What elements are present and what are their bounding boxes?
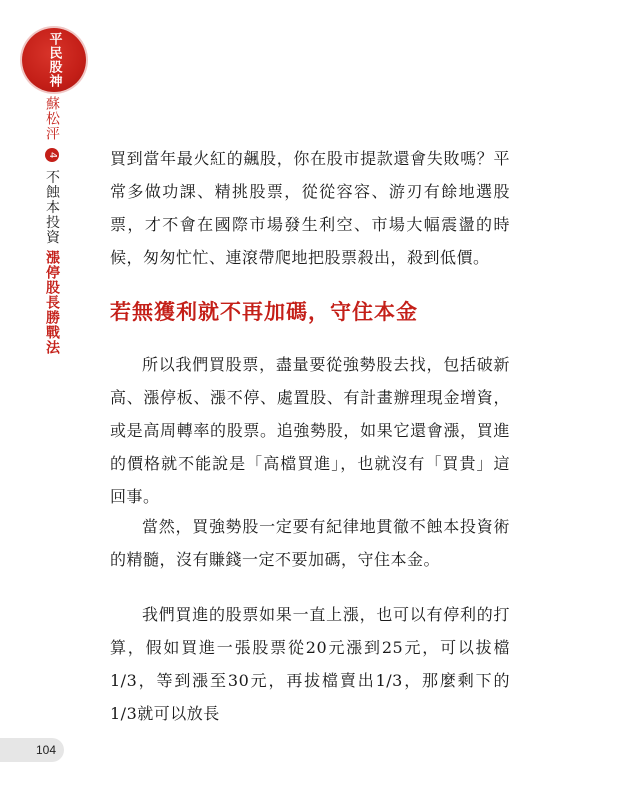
page-number-tab — [0, 738, 64, 762]
author-name: 蘇松泙 — [44, 96, 60, 141]
spine-title-line — [42, 250, 62, 355]
paragraph-4: 我們買進的股票如果一直上漲，也可以有停利的打算，假如買進一張股票從20元漲到25元，可以拔檔1/3，等到漲至30元，再拔檔賣出1/3，那麼剩下的1/3就可以放長 — [110, 605, 510, 723]
series-name: 不蝕本投資 — [44, 169, 60, 245]
spine-author-line — [42, 96, 62, 245]
seal-text: 平民股神 — [46, 32, 62, 88]
book-spine-title — [42, 96, 62, 355]
volume-badge: 4 — [45, 148, 59, 162]
paragraph-2: 所以我們買股票，盡量要從強勢股去找，包括破新高、漲停板、漲不停、處置股、有計畫辦理現金增資，或是高周轉率的股票。追強勢股，如果它還會漲，買進的價格就不能說是「高檔買進」，也就沒有「買貴」這回事。 — [110, 355, 510, 506]
paragraph-3: 當然，買強勢股一定要有紀律地貫徹不蝕本投資術的精髓，沒有賺錢一定不要加碼，守住本金。 — [110, 517, 510, 569]
paragraph-1: 買到當年最火紅的飆股，你在股市提款還會失敗嗎？平常多做功課、精挑股票，從從容容、游刃有餘地選股票，才不會在國際市場發生利空、市場大幅震盪的時候，匆匆忙忙、連滾帶爬地把股票殺出，殺到低價。 — [110, 149, 510, 267]
page-number: 104 — [35, 743, 56, 757]
book-title: 漲停股長勝戰法 — [44, 250, 60, 356]
section-heading: 若無獲利就不再加碼，守住本金 — [110, 299, 418, 324]
author-seal — [22, 28, 86, 92]
